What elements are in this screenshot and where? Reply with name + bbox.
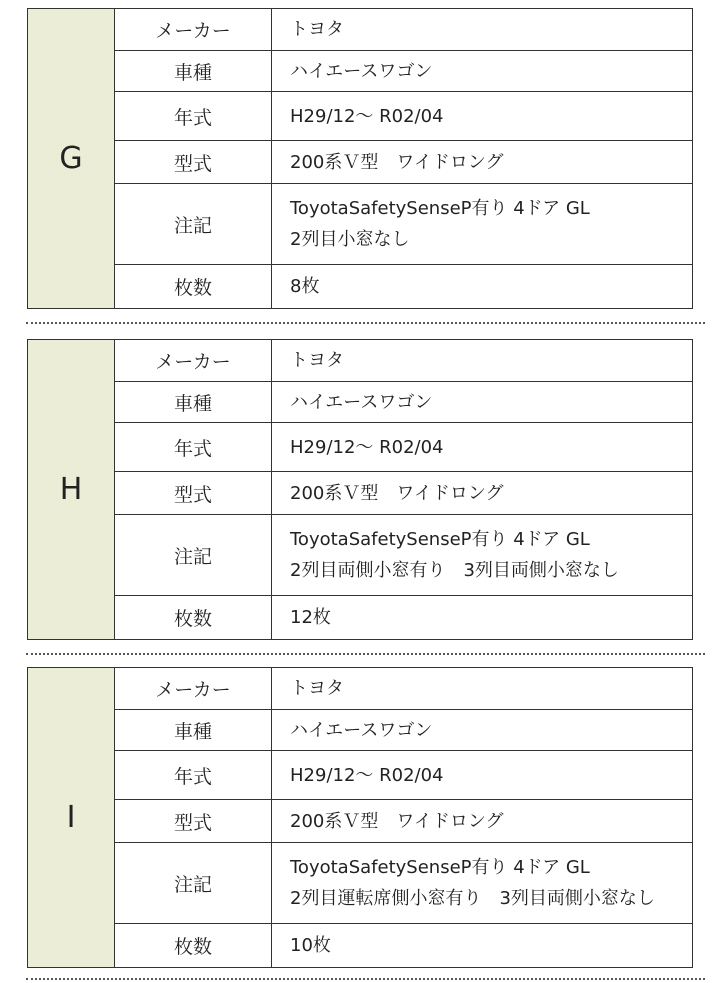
row-year xyxy=(115,750,692,799)
row-maker xyxy=(115,340,692,381)
spec-block-h xyxy=(27,339,693,640)
row-vehicle-type xyxy=(115,381,692,422)
label-count: 枚数 xyxy=(115,265,272,308)
value-note xyxy=(272,184,692,264)
value-vehicle-type xyxy=(272,382,692,422)
note-line-1: ToyotaSafetySenseP有り 4ドア GL xyxy=(290,198,590,219)
value-model xyxy=(272,472,692,514)
note-line-1: ToyotaSafetySenseP有り 4ドア GL xyxy=(290,529,590,550)
spec-rows xyxy=(115,340,692,639)
model-text: 200系Ｖ型 ワイドロング xyxy=(290,482,504,504)
row-model xyxy=(115,799,692,842)
value-vehicle-type xyxy=(272,710,692,750)
vehicle-type-text: ハイエースワゴン xyxy=(290,719,433,741)
block-letter: G xyxy=(28,9,115,308)
value-count xyxy=(272,265,692,308)
row-year xyxy=(115,422,692,471)
value-year xyxy=(272,423,692,471)
value-note xyxy=(272,515,692,595)
value-maker xyxy=(272,9,692,50)
note-line-2: 2列目両側小窓有り 3列目両側小窓なし xyxy=(290,560,619,581)
count-text: 12枚 xyxy=(290,607,331,628)
value-maker xyxy=(272,340,692,381)
label-vehicle-type: 車種 xyxy=(115,51,272,91)
model-text: 200系Ｖ型 ワイドロング xyxy=(290,810,504,832)
dotted-divider xyxy=(26,978,705,980)
row-maker xyxy=(115,668,692,709)
spec-rows xyxy=(115,9,692,308)
maker-text: トヨタ xyxy=(290,678,344,699)
dotted-divider xyxy=(26,653,705,655)
count-text: 8枚 xyxy=(290,276,320,297)
count-text: 10枚 xyxy=(290,935,331,956)
label-maker: メーカー xyxy=(115,340,272,381)
label-count: 枚数 xyxy=(115,924,272,967)
spec-rows xyxy=(115,668,692,967)
value-model xyxy=(272,141,692,183)
label-vehicle-type: 車種 xyxy=(115,382,272,422)
label-note: 注記 xyxy=(115,184,272,264)
label-model: 型式 xyxy=(115,141,272,183)
row-note xyxy=(115,183,692,264)
note-line-2: 2列目小窓なし xyxy=(290,229,410,250)
vehicle-type-text: ハイエースワゴン xyxy=(290,60,433,82)
spec-block-g xyxy=(27,8,693,309)
block-letter: H xyxy=(28,340,115,639)
row-count xyxy=(115,923,692,967)
dotted-divider xyxy=(26,322,705,324)
label-model: 型式 xyxy=(115,800,272,842)
maker-text: トヨタ xyxy=(290,19,344,40)
label-count: 枚数 xyxy=(115,596,272,639)
value-model xyxy=(272,800,692,842)
year-text: H29/12～ R02/04 xyxy=(290,764,444,786)
spec-block-i xyxy=(27,667,693,968)
label-maker: メーカー xyxy=(115,668,272,709)
value-count xyxy=(272,924,692,967)
row-note xyxy=(115,842,692,923)
block-letter: I xyxy=(28,668,115,967)
value-year xyxy=(272,92,692,140)
label-year: 年式 xyxy=(115,751,272,799)
row-note xyxy=(115,514,692,595)
year-text: H29/12～ R02/04 xyxy=(290,436,444,458)
value-count xyxy=(272,596,692,639)
note-line-2: 2列目運転席側小窓有り 3列目両側小窓なし xyxy=(290,888,655,909)
vehicle-type-text: ハイエースワゴン xyxy=(290,391,433,413)
label-maker: メーカー xyxy=(115,9,272,50)
row-maker xyxy=(115,9,692,50)
row-count xyxy=(115,595,692,639)
model-text: 200系Ｖ型 ワイドロング xyxy=(290,151,504,173)
value-year xyxy=(272,751,692,799)
label-year: 年式 xyxy=(115,423,272,471)
year-text: H29/12～ R02/04 xyxy=(290,105,444,127)
label-model: 型式 xyxy=(115,472,272,514)
label-note: 注記 xyxy=(115,843,272,923)
row-year xyxy=(115,91,692,140)
label-note: 注記 xyxy=(115,515,272,595)
row-model xyxy=(115,140,692,183)
value-vehicle-type xyxy=(272,51,692,91)
value-note xyxy=(272,843,692,923)
label-vehicle-type: 車種 xyxy=(115,710,272,750)
row-vehicle-type xyxy=(115,50,692,91)
value-maker xyxy=(272,668,692,709)
row-model xyxy=(115,471,692,514)
row-count xyxy=(115,264,692,308)
label-year: 年式 xyxy=(115,92,272,140)
note-line-1: ToyotaSafetySenseP有り 4ドア GL xyxy=(290,857,590,878)
row-vehicle-type xyxy=(115,709,692,750)
maker-text: トヨタ xyxy=(290,350,344,371)
